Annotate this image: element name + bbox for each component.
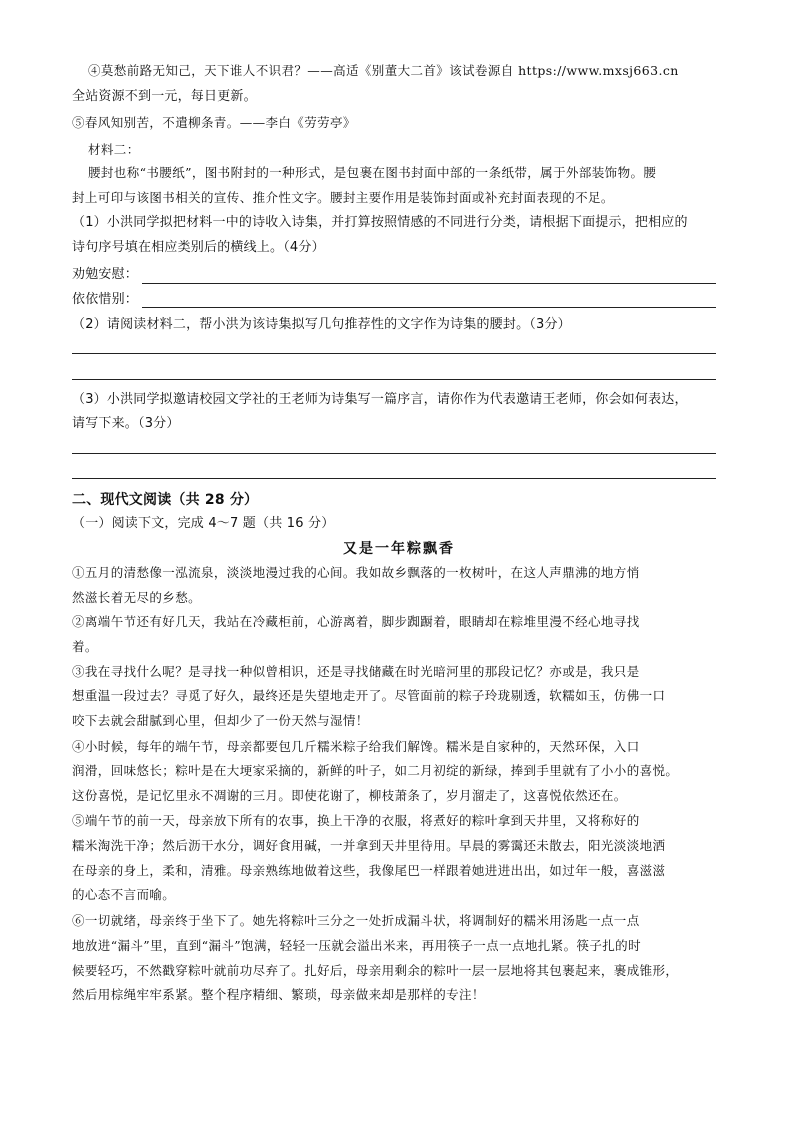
article-paragraph: 咬下去就会甜腻到心里，但却少了一份天然与湿情！ — [72, 713, 369, 728]
question-1-text: 诗句序号填在相应类别后的横线上。（4分） — [72, 240, 325, 255]
article-paragraph: ②离端午节还有好几天，我站在冷藏柜前，心游离着，脚步踟蹰着，眼睛却在粽堆里漫不经心地寻找 — [72, 614, 640, 629]
category-label-farewell: 依依惜别： — [72, 292, 139, 307]
article-paragraph: ①五月的清愁像一泓流泉，淡淡地漫过我的心间。我如故乡飘落的一枚树叶，在这人声鼎沸的地方悄 — [72, 565, 640, 580]
article-paragraph: 这份喜悦，是记忆里永不凋谢的三月。即使花谢了，柳枝萧条了，岁月溜走了，这喜悦依然还在。 — [72, 788, 627, 803]
article-paragraph: 润滑，回味悠长；粽叶是在大埂家采摘的，新鲜的叶子，如二月初绽的新绿，捧到手里就有了小小的喜悦。 — [72, 763, 679, 778]
article-paragraph: 然后用棕绳牢牢系紧。整个程序精细、繁琐，母亲做来却是那样的专注！ — [72, 987, 485, 1002]
watermark-line: 全站资源不到一元，每日更新。 — [72, 89, 257, 104]
section-heading: 二、现代文阅读（共 28 分） — [72, 492, 259, 508]
question-3-text: 请写下来。（3分） — [72, 416, 180, 431]
question-2-text: （2）请阅读材料二，帮小洪为该诗集拟写几句推荐性的文字作为诗集的腰封。（3分） — [72, 317, 571, 332]
answer-line-q3[interactable] — [72, 453, 716, 454]
article-paragraph: ⑤端午节的前一天，母亲放下所有的农事，换上干净的衣服，将煮好的粽叶拿到天井里，又将称好的 — [72, 813, 640, 828]
article-paragraph: 地放进“漏斗”里，直到“漏斗”饱满，轻轻一压就会溢出米来，再用筷子一点一点地扎紧。筷子扎的时 — [72, 938, 641, 953]
section-subheading: （一）阅读下文，完成 4～7 题（共 16 分） — [72, 516, 335, 531]
article-paragraph: 在母亲的身上，柔和，清雅。母亲熟练地做着这些，我像尾巴一样跟着她进进出出，如过年一般，喜滋滋 — [72, 863, 666, 878]
article-paragraph: 候要轻巧，不然戳穿粽叶就前功尽弃了。扎好后，母亲用剩余的粽叶一层一层地将其包裹起来，裹成锥形， — [72, 963, 679, 978]
answer-line-q3[interactable] — [72, 478, 716, 479]
article-paragraph: 的心态不言而喻。 — [72, 887, 176, 902]
answer-line-encourage[interactable] — [142, 283, 716, 284]
answer-line-q2[interactable] — [72, 353, 716, 354]
material-two-line: 腰封也称“书腰纸”，图书附封的一种形式，是包裹在图书封面中部的一条纸带，属于外部装饰物。腰 — [88, 165, 657, 180]
question-1-text: （1）小洪同学拟把材料一中的诗收入诗集，并打算按照情感的不同进行分类，请根据下面提示，把相应的 — [72, 215, 688, 230]
article-paragraph: 然滋长着无尽的乡愁。 — [72, 590, 202, 605]
article-paragraph: 着。 — [72, 639, 98, 654]
article-paragraph: ③我在寻找什么呢？是寻找一种似曾相识，还是寻找储藏在时光暗河里的那段记忆？亦或是，我只是 — [72, 664, 640, 679]
category-label-encourage: 劝勉安慰： — [72, 267, 139, 282]
question-3-text: （3）小洪同学拟邀请校园文学社的王老师为诗集写一篇序言，请你作为代表邀请王老师，你会如何表达， — [72, 392, 688, 407]
poem-line-5: ⑤春风知别苦，不遣柳条青。——李白《劳劳亭》 — [72, 115, 356, 130]
material-two-line: 封上可印与该图书相关的宣传、推介性文字。腰封主要作用是装饰封面或补充封面表现的不足。 — [72, 190, 614, 205]
answer-line-farewell[interactable] — [142, 307, 716, 308]
article-paragraph: ⑥一切就绪，母亲终于坐下了。她先将粽叶三分之一处折成漏斗状，将调制好的糯米用汤匙一点一点 — [72, 913, 640, 928]
article-paragraph: 想重温一段过去？寻觅了好久，最终还是失望地走开了。尽管面前的粽子玲珑剔透，软糯如玉，仿佛一口 — [72, 688, 666, 703]
article-paragraph: ④小时候，每年的端午节，母亲都要包几斤糯米粽子给我们解馋。糯米是自家种的，天然环保，入口 — [72, 739, 640, 754]
material-two-heading: 材料二： — [88, 142, 140, 157]
poem-line-4: ④莫愁前路无知己，天下谁人不识君？——高适《别董大二首》该试卷源自 https://www.mxsj663.cn — [88, 63, 679, 78]
article-paragraph: 糯米淘洗干净；然后沥干水分，调好食用碱，一并拿到天井里待用。早晨的雾霭还未散去，阳光淡淡地洒 — [72, 838, 666, 853]
article-title: 又是一年粽飘香 — [343, 541, 455, 557]
answer-line-q2[interactable] — [72, 379, 716, 380]
